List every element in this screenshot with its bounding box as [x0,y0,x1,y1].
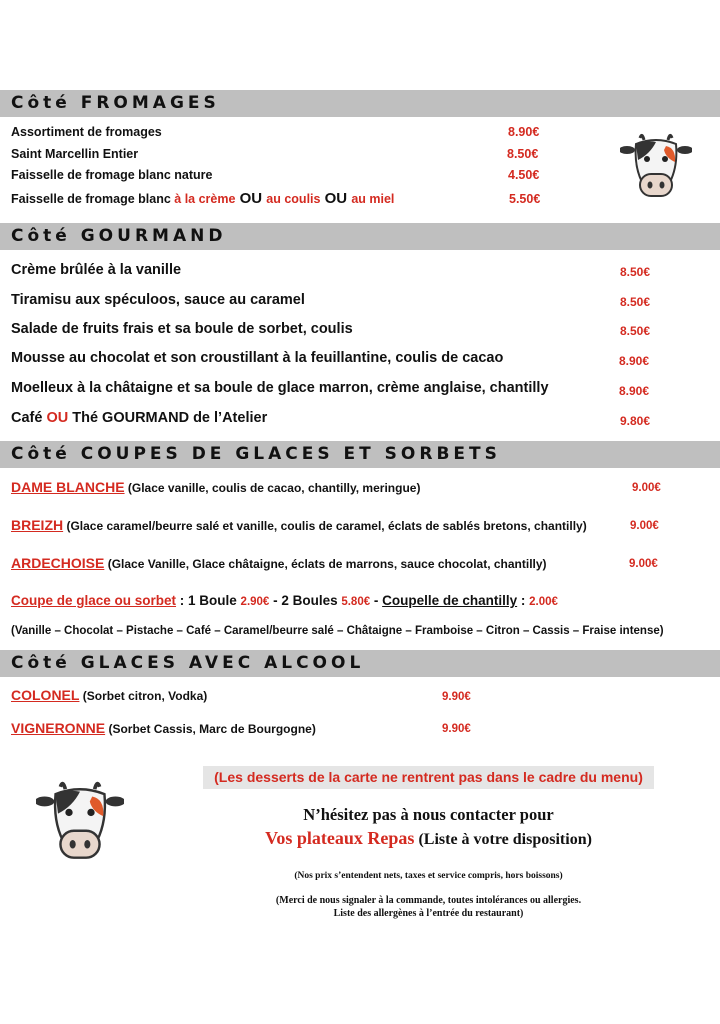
dessert-price-6: 9.80€ [620,414,651,428]
prix-note: (Nos prix s’entendent nets, taxes et service compris, hors boissons) [294,871,563,881]
cheese-item-1: Assortiment de fromages [11,125,162,139]
coupe-item-1 [11,479,420,495]
cheese-item-4-base: Faisselle de fromage blanc [11,192,175,206]
dessert-item-6-cafe: Café [11,410,47,426]
dessert-price-2: 8.50€ [620,295,651,309]
coupe-line-price-2: 5.80€ [341,596,371,608]
flavors-list: (Vanille – Chocolat – Pistache – Café – Caramel/beurre salé – Châtaigne – Framboise – Citron – Cassis – Fraise intense) [11,625,664,637]
coupe-desc-3: (Glace Vanille, Glace châtaigne, éclats de marrons, sauce chocolat, chantilly) [104,557,547,571]
cow-head-icon [620,132,692,200]
cheese-price-1: 8.90€ [508,125,540,139]
alcool-item-2 [11,720,316,736]
coupe-price-2: 9.00€ [630,520,659,532]
alcool-desc-1: (Sorbet citron, Vodka) [79,689,208,703]
coupe-item-2 [11,517,587,533]
cheese-item-2: Saint Marcellin Entier [11,147,139,161]
menu-exclusion-note: (Les desserts de la carte ne rentrent pas dans le cadre du menu) [203,766,654,789]
coupe-desc-1: (Glace vanille, coulis de cacao, chantilly, meringue) [124,481,421,495]
coupe-name-dame-blanche: DAME BLANCHE [11,479,125,495]
option-miel: au miel [351,192,395,206]
option-creme: à la crème [174,192,236,206]
option-coulis: au coulis [266,192,321,206]
dessert-item-4: Mousse au chocolat et son croustillant à la feuillantine, coulis de cacao [11,350,504,366]
coupe-line-one-boule: : 1 Boule [176,593,241,608]
dessert-item-2: Tiramisu aux spéculoos, sauce au caramel [11,292,305,308]
cow-head-icon [36,778,124,864]
section-title-coupes: Côté COUPES DE GLACES ET SORBETS [0,441,720,468]
alcool-price-2: 9.90€ [442,723,471,735]
coupe-line [11,593,558,608]
dessert-item-3: Salade de fruits frais et sa boule de sorbet, coulis [11,321,353,337]
section-title-fromages: Côté FROMAGES [0,90,720,117]
plateaux-repas: Vos plateaux Repas [265,828,415,848]
coupe-line-label: Coupe de glace ou sorbet [11,593,177,608]
alcool-name-colonel: COLONEL [11,687,80,703]
coupe-line-colon: : [517,593,530,608]
allergies-note-2: Liste des allergènes à l’entrée du restaurant) [333,908,524,919]
coupe-name-ardechoise: ARDECHOISE [11,555,105,571]
coupe-name-breizh: BREIZH [11,517,64,533]
option-ou-1: OU [235,190,267,207]
plateaux-line [203,828,654,849]
cheese-item-4 [11,190,394,207]
dessert-item-6-ou: OU [46,410,69,426]
coupe-line-two-boules: - 2 Boules [269,593,342,608]
coupe-item-3 [11,555,547,571]
dessert-item-6 [11,410,267,426]
alcool-price-1: 9.90€ [442,691,471,703]
coupe-desc-2: (Glace caramel/beurre salé et vanille, coulis de caramel, éclats de sablés bretons, chantilly) [63,519,587,533]
coupe-line-chantilly: Coupelle de chantilly [382,593,518,608]
alcool-item-1 [11,687,207,703]
coupe-line-price-3: 2.00€ [529,596,558,608]
plateaux-liste: (Liste à votre disposition) [414,831,592,848]
coupe-price-1: 9.00€ [632,482,661,494]
coupe-price-3: 9.00€ [629,558,658,570]
dessert-price-5: 8.90€ [619,384,650,398]
option-ou-2: OU [320,190,352,207]
section-title-gourmand: Côté GOURMAND [0,223,720,250]
cheese-item-3: Faisselle de fromage blanc nature [11,168,213,182]
cheese-price-2: 8.50€ [507,147,539,161]
dessert-item-1: Crème brûlée à la vanille [11,262,182,278]
coupe-line-price-1: 2.90€ [240,596,270,608]
alcool-name-vigneronne: VIGNERONNE [11,720,106,736]
coupe-line-dash: - [370,593,383,608]
allergies-note-1: (Merci de nous signaler à la commande, toutes intolérances ou allergies. [275,895,582,906]
dessert-price-3: 8.50€ [620,324,651,338]
dessert-item-5: Moelleux à la châtaigne et sa boule de glace marron, crème anglaise, chantilly [11,380,549,396]
alcool-desc-2: (Sorbet Cassis, Marc de Bourgogne) [105,722,316,736]
contact-line: N’hésitez pas à nous contacter pour [303,805,554,824]
section-title-alcool: Côté GLACES AVEC ALCOOL [0,650,720,677]
dessert-price-4: 8.90€ [619,354,650,368]
dessert-price-1: 8.50€ [620,265,651,279]
dessert-item-6-the: Thé GOURMAND de l’Atelier [68,410,268,426]
cheese-price-3: 4.50€ [508,168,540,182]
cheese-price-4: 5.50€ [509,192,541,206]
